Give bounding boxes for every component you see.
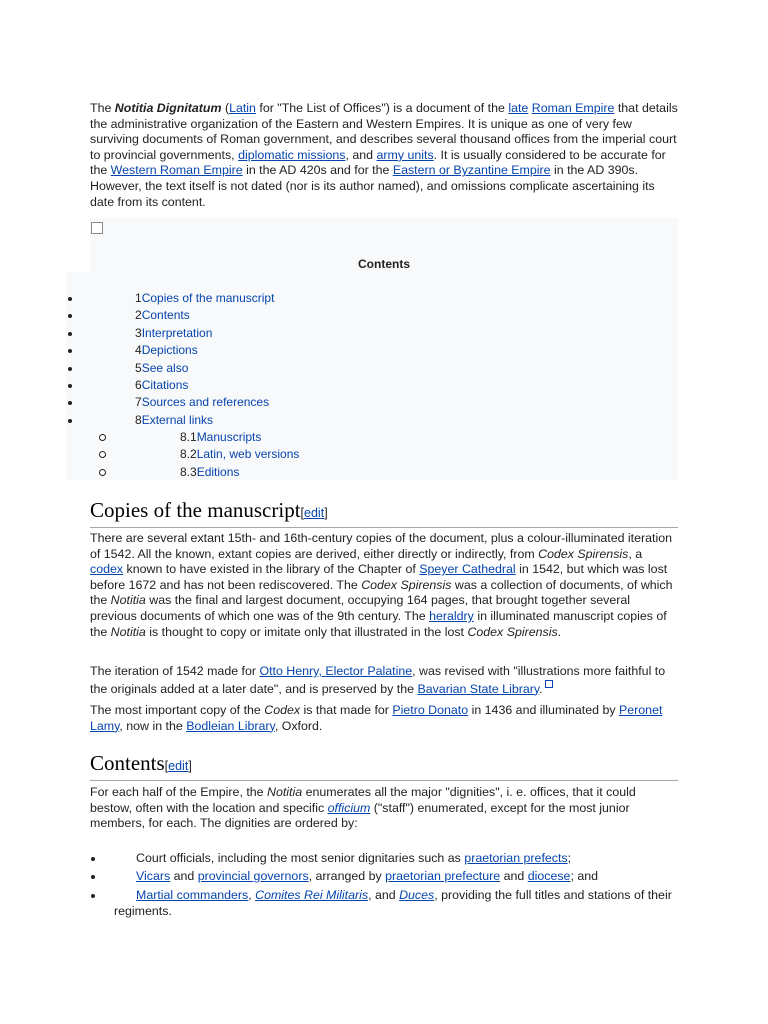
italic-term: Notitia — [267, 785, 303, 799]
intro-text: The — [90, 101, 115, 115]
copies-paragraph-1 — [90, 531, 678, 640]
contents-paragraph-1 — [90, 785, 678, 832]
intro-text: in the AD 420s and for the — [242, 163, 393, 178]
body-text: was the final and largest document, occupying 164 pages, that brought together several previous documents of which one was of the 9th century. The — [90, 593, 631, 623]
body-text: and — [500, 869, 528, 883]
toc-link[interactable]: See also — [141, 360, 189, 375]
duces-link[interactable]: Duces — [399, 888, 435, 902]
copies-paragraph-3 — [90, 703, 678, 734]
intro-text: , and — [345, 147, 377, 162]
bullet — [91, 875, 95, 879]
body-text: was a collection of documents, of which the — [90, 577, 673, 608]
otto-henry-link[interactable]: Otto Henry, Elector Palatine — [259, 664, 413, 678]
toc-link[interactable]: Interpretation — [141, 325, 213, 340]
body-text: , now in the — [119, 718, 187, 733]
toc-title: Contents — [358, 257, 410, 271]
pietro-donato-link[interactable]: Pietro Donato — [392, 703, 469, 717]
martial-commanders-link[interactable]: Martial commanders — [136, 888, 249, 902]
body-text: in 1436 and illuminated by — [468, 703, 619, 717]
toc-item[interactable] — [135, 343, 198, 357]
body-text: known to have existed in the library of the Chapter of — [123, 562, 420, 577]
late-link[interactable]: late — [508, 101, 529, 115]
toc-link[interactable]: Editions — [196, 464, 240, 479]
toc-number: 8.2 — [180, 447, 197, 462]
toc-item[interactable] — [135, 378, 188, 392]
edit-section-link[interactable]: edit — [168, 759, 189, 773]
edit-bracket: ] — [324, 506, 328, 520]
body-text: The most important copy of the — [90, 703, 265, 717]
toc-bullet — [68, 367, 72, 371]
body-text: in illuminated manuscript copies of the — [90, 608, 667, 639]
toc-item[interactable] — [135, 395, 269, 409]
italic-term: Codex — [264, 703, 301, 717]
italic-term: Codex Spirensis — [467, 624, 558, 639]
body-text: For each half of the Empire, the — [90, 785, 268, 799]
body-text: is that made for — [300, 703, 393, 717]
article-title-term: Notitia Dignitatum — [114, 101, 222, 115]
toc-bullet — [68, 332, 72, 336]
bullet — [91, 857, 95, 861]
body-text: . — [539, 681, 543, 696]
body-text: and — [170, 869, 198, 883]
toc-link[interactable]: Manuscripts — [196, 430, 262, 444]
body-text: , was revised with "illustrations more faithful to the originals added at a later date", and is preserved by the — [90, 664, 666, 696]
body-text: ("staff") enumerated, except for the most junior members, for each. The dignities are ordered by: — [90, 800, 630, 831]
toc-item[interactable] — [135, 308, 190, 322]
body-text: , arranged by — [308, 869, 386, 883]
edit-bracket: ] — [188, 759, 192, 773]
eastern-byzantine-empire-link[interactable]: Eastern or Byzantine Empire — [392, 163, 551, 178]
codex-link[interactable]: codex — [90, 562, 124, 577]
praetorian-prefecture-link[interactable]: praetorian prefecture — [385, 869, 501, 883]
toc-number: 8 — [135, 412, 142, 427]
intro-text: for "The List of Offices") is a document of the — [255, 101, 509, 115]
bavarian-state-library-link[interactable]: Bavarian State Library — [417, 681, 540, 696]
vicars-link[interactable]: Vicars — [136, 869, 171, 883]
body-text: ; and — [570, 869, 598, 883]
list-item-text — [136, 851, 702, 867]
body-text: , Oxford. — [274, 718, 323, 733]
italic-term: Codex Spirensis — [361, 577, 452, 592]
speyer-cathedral-link[interactable]: Speyer Cathedral — [419, 562, 516, 577]
toc-link[interactable]: External links — [141, 412, 214, 427]
edit-bracket: [ — [164, 759, 169, 773]
toc-link[interactable]: Citations — [141, 378, 189, 392]
diocese-link[interactable]: diocese — [527, 869, 571, 883]
intro-text: . It is usually considered to be accurate for the — [90, 147, 666, 178]
army-units-link[interactable]: army units — [376, 147, 434, 162]
list-item-text — [136, 869, 702, 885]
toc-number: 6 — [135, 378, 142, 392]
section-heading-text: Copies of the manuscript — [90, 498, 301, 522]
western-roman-empire-link[interactable]: Western Roman Empire — [110, 163, 243, 178]
intro-text: that details the administrative organization of the Eastern and Western Empires. It is unique as one of very few surviving documents of Roman government, and describes several thousand offices from the imperial court to provincial governments, — [90, 101, 678, 162]
edit-section-link-wrapper — [165, 759, 192, 773]
body-text: The iteration of 1542 made for — [90, 664, 260, 678]
toc-number: 2 — [135, 308, 142, 323]
toc-subitem[interactable] — [180, 430, 261, 444]
toc-item[interactable] — [135, 413, 213, 427]
toc-number: 8.1 — [180, 430, 197, 444]
diplomatic-missions-link[interactable]: diplomatic missions — [238, 147, 346, 162]
latin-link[interactable]: Latin — [229, 101, 256, 115]
edit-section-link-wrapper — [301, 506, 328, 520]
toc-subitem[interactable] — [180, 465, 239, 479]
praetorian-prefects-link[interactable]: praetorian prefects — [464, 851, 568, 865]
body-text: , a — [628, 546, 643, 561]
intro-paragraph — [90, 101, 678, 210]
intro-text: ( — [221, 101, 230, 115]
toc-bullet — [68, 419, 72, 423]
officium-link[interactable]: officium — [327, 800, 371, 815]
bullet — [91, 894, 95, 898]
section-heading-contents — [90, 751, 678, 781]
copies-paragraph-2 — [90, 664, 678, 697]
toc-link[interactable]: Copies of the manuscript — [141, 291, 275, 305]
section-heading-text: Contents — [90, 751, 165, 775]
toc-number: 4 — [135, 343, 142, 358]
body-text: , providing the full titles and stations of their regiments. — [114, 888, 672, 918]
toc-link[interactable]: Contents — [141, 308, 190, 323]
toc-bullet — [68, 297, 72, 301]
intro-text: in the AD 390s. However, the text itself is not dated (nor is its author named), and omissions complicate ascertaining its date from its content. — [90, 163, 655, 209]
toc-number: 7 — [135, 395, 142, 410]
toc-number: 1 — [135, 291, 142, 305]
comites-rei-militaris-link[interactable]: Comites Rei Militaris — [255, 888, 369, 902]
toc-bullet — [68, 384, 72, 388]
heraldry-link[interactable]: heraldry — [429, 608, 474, 623]
toc-subitem[interactable] — [180, 447, 299, 461]
toc-link[interactable]: Depictions — [141, 343, 198, 358]
edit-section-link[interactable]: edit — [304, 506, 325, 520]
body-text: is thought to copy or imitate only that illustrated in the lost — [145, 624, 468, 639]
body-text: . — [557, 624, 562, 639]
body-text: , and — [368, 888, 400, 902]
italic-term: Codex Spirensis — [538, 546, 629, 561]
italic-term: Notitia — [110, 624, 146, 639]
provincial-governors-link[interactable]: provincial governors — [197, 869, 309, 883]
body-text: ; — [567, 851, 572, 865]
toc-link[interactable]: Sources and references — [141, 395, 270, 410]
peronet-lamy-link[interactable]: Peronet Lamy — [90, 703, 663, 733]
toc-link[interactable]: Latin, web versions — [196, 447, 300, 462]
body-text: , — [248, 888, 256, 902]
external-link-icon[interactable] — [545, 680, 553, 688]
bodleian-library-link[interactable]: Bodleian Library — [186, 718, 275, 733]
italic-term: Notitia — [110, 593, 146, 608]
list-item-text — [114, 888, 680, 919]
toc-item[interactable] — [135, 361, 188, 375]
toc-toggle-checkbox[interactable] — [91, 222, 103, 234]
toc-number: 8.3 — [180, 464, 197, 479]
toc-item[interactable] — [135, 291, 274, 305]
body-text: There are several extant 15th- and 16th-century copies of the document, plus a colour-illuminated iteration of 1542. All the known, extant copies are derived, either directly or indirectly, from — [90, 531, 672, 561]
section-heading-copies — [90, 498, 678, 528]
toc-item[interactable] — [135, 326, 212, 340]
toc-number: 3 — [135, 325, 142, 340]
body-text: enumerates all the major "dignities", i. e. offices, that it could bestow, often with the location and specific — [90, 785, 636, 815]
toc-number: 5 — [135, 360, 142, 375]
body-text: in 1542, but which was lost before 1672 and has not been rediscovered. The — [90, 562, 668, 592]
toc-sub-bullet — [99, 434, 106, 441]
toc-sub-bullet — [99, 469, 106, 476]
edit-bracket: [ — [300, 506, 305, 520]
roman-empire-link[interactable]: Roman Empire — [531, 101, 615, 115]
body-text: Court officials, including the most senior dignitaries such as — [136, 851, 465, 865]
